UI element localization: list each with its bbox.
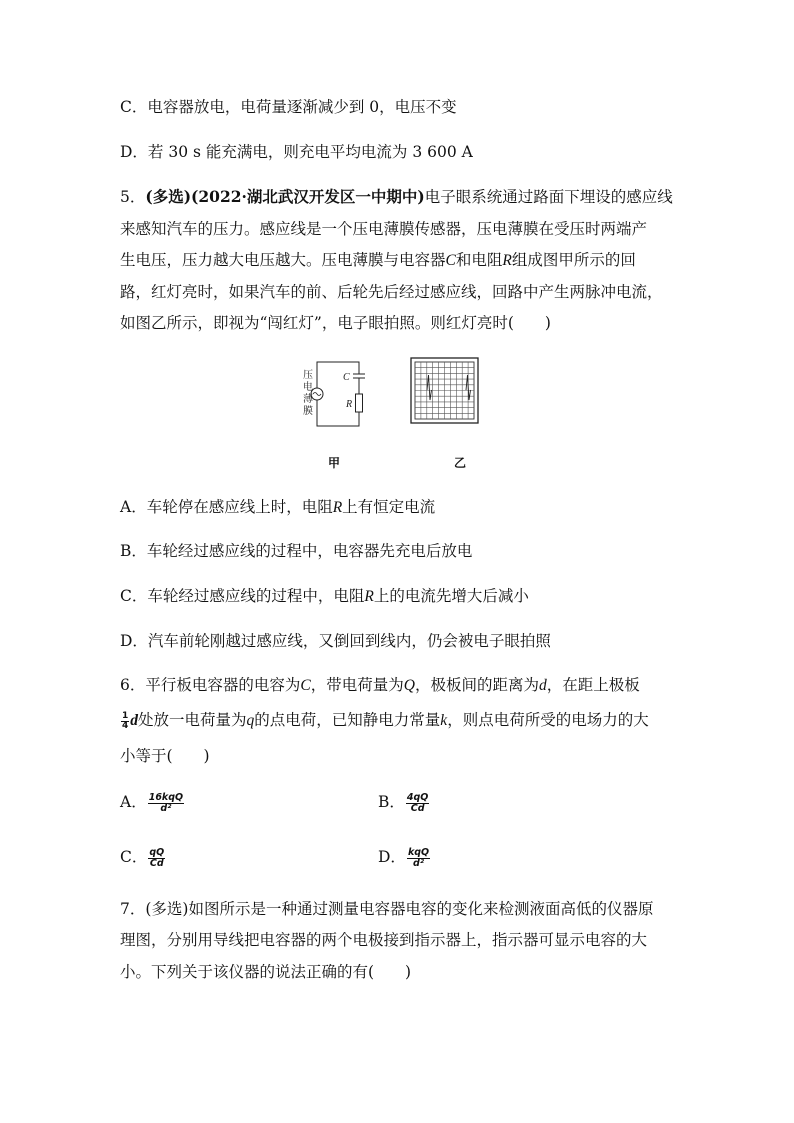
q5-number: 5． [120, 188, 146, 206]
fraction-one-quarter [121, 712, 129, 731]
var-d: d [538, 677, 547, 694]
fraction-denominator: d² [160, 802, 172, 814]
sensor-char-2: 电 [303, 382, 313, 393]
option-c-fraction [148, 848, 165, 869]
var-c: C [445, 252, 456, 269]
fraction-numerator: 4qQ [406, 791, 429, 803]
fraction-denominator: d² [413, 857, 425, 869]
var-r: R [502, 252, 512, 269]
circuit-diagram [311, 362, 365, 426]
var-d: d [130, 712, 139, 729]
capacitor-label: C [343, 372, 350, 383]
var-q: Q [403, 677, 415, 694]
figure-label-right: 乙 [454, 456, 467, 470]
fraction-numerator: kqQ [407, 846, 430, 858]
q4-option-d: D．若 30 s 能充满电，则充电平均电流为 3 600 A [120, 143, 473, 161]
q7-line-2: 理图，分别用导线把电容器的两个电极接到指示器上，指示器可显示电容的大 [120, 931, 648, 949]
figure-label-left: 甲 [328, 456, 341, 470]
option-a-fraction [148, 793, 184, 814]
q5-text-1: 电子眼系统通过路面下埋设的感应线 [424, 188, 673, 206]
q5-figure [290, 350, 500, 480]
var-q-small: q [246, 712, 255, 729]
option-d-label: D． [378, 848, 406, 866]
resistor [356, 394, 363, 412]
q6-line-2 [120, 710, 649, 731]
sensor-char-1: 压 [303, 370, 313, 381]
q7-line-1: 7．(多选)如图所示是一种通过测量电容器电容的变化来检测液面高低的仪器原 [120, 900, 654, 918]
sensor-char-4: 膜 [303, 406, 313, 417]
q6-option-d [378, 847, 431, 869]
option-c-label: C． [120, 848, 148, 866]
q5-option-c [120, 586, 529, 607]
q6-text-1c: ，带电荷量为 [310, 676, 404, 694]
fraction-numerator: 16kqQ [148, 791, 184, 803]
q6-text-1g: ，在距上极板 [546, 676, 640, 694]
var-r: R [332, 499, 343, 516]
option-b-label: B． [378, 793, 405, 811]
q5-option-a-text-1: A．车轮停在感应线上时，电阻 [120, 498, 333, 516]
option-d-fraction [407, 848, 430, 869]
fraction-numerator: qQ [149, 846, 165, 858]
option-a-label: A． [120, 793, 147, 811]
q6-line-1 [120, 675, 640, 696]
q5-option-d: D．汽车前轮刚越过感应线，又倒回到线内，仍会被电子眼拍照 [120, 632, 551, 650]
q5-option-c-text-1: C．车轮经过感应线的过程中，电阻 [120, 587, 365, 605]
q5-text-3c: 和电阻 [455, 251, 503, 269]
q5-line-5: 如图乙所示，即视为“闯红灯”，电子眼拍照。则红灯亮时( ) [120, 314, 551, 332]
option-b-fraction [406, 793, 430, 814]
q6-text-2f: ，则点电荷所受的电场力的大 [447, 711, 649, 729]
fraction-denominator: Cd [410, 802, 425, 814]
sensor-char-3: 薄 [303, 394, 313, 405]
q5-text-3a: 生电压，压力越大电压越大。压电薄膜与电容器 [120, 251, 446, 269]
fraction-denominator: 4 [122, 720, 129, 731]
oscilloscope-screen [411, 358, 478, 423]
q6-option-b [378, 792, 430, 814]
q6-line-3: 小等于( ) [120, 747, 210, 765]
q5-option-b: B．车轮经过感应线的过程中，电容器先充电后放电 [120, 542, 473, 560]
var-r: R [364, 588, 374, 605]
fraction-numerator: 1 [122, 710, 129, 721]
q5-option-a [120, 497, 435, 518]
q5-option-a-text-3: 上有恒定电流 [342, 498, 436, 516]
q4-option-c: C．电容器放电，电荷量逐渐减少到 0，电压不变 [120, 98, 457, 116]
q6-text-2d: 的点电荷，已知静电力常量 [254, 711, 441, 729]
q6-option-c [120, 847, 166, 869]
q6-option-a [120, 792, 185, 814]
fraction-denominator: Cd [149, 857, 164, 869]
var-c: C [300, 677, 311, 694]
q5-line-4: 路，红灯亮时，如果汽车的前、后轮先后经过感应线，回路中产生两脉冲电流， [120, 283, 663, 301]
q5-tag: (多选)(2022·湖北武汉开发区一中期中) [145, 187, 425, 206]
q5-line-1 [120, 187, 673, 207]
q5-option-c-text-3: 上的电流先增大后减小 [373, 587, 529, 605]
q5-line-3 [120, 250, 636, 271]
q5-line-2: 来感知汽车的压力。感应线是一个压电薄膜传感器，压电薄膜在受压时两端产 [120, 220, 648, 238]
q6-text-2b: 处放一电荷量为 [138, 711, 247, 729]
q7-line-3: 小。下列关于该仪器的说法正确的有( ) [120, 963, 412, 981]
q6-text-1a: 6．平行板电容器的电容为 [120, 676, 301, 694]
var-k: k [440, 712, 448, 729]
q6-text-1e: ，极板间的距离为 [414, 676, 539, 694]
resistor-label: R [346, 399, 353, 410]
q5-text-3e: 组成图甲所示的回 [511, 251, 636, 269]
